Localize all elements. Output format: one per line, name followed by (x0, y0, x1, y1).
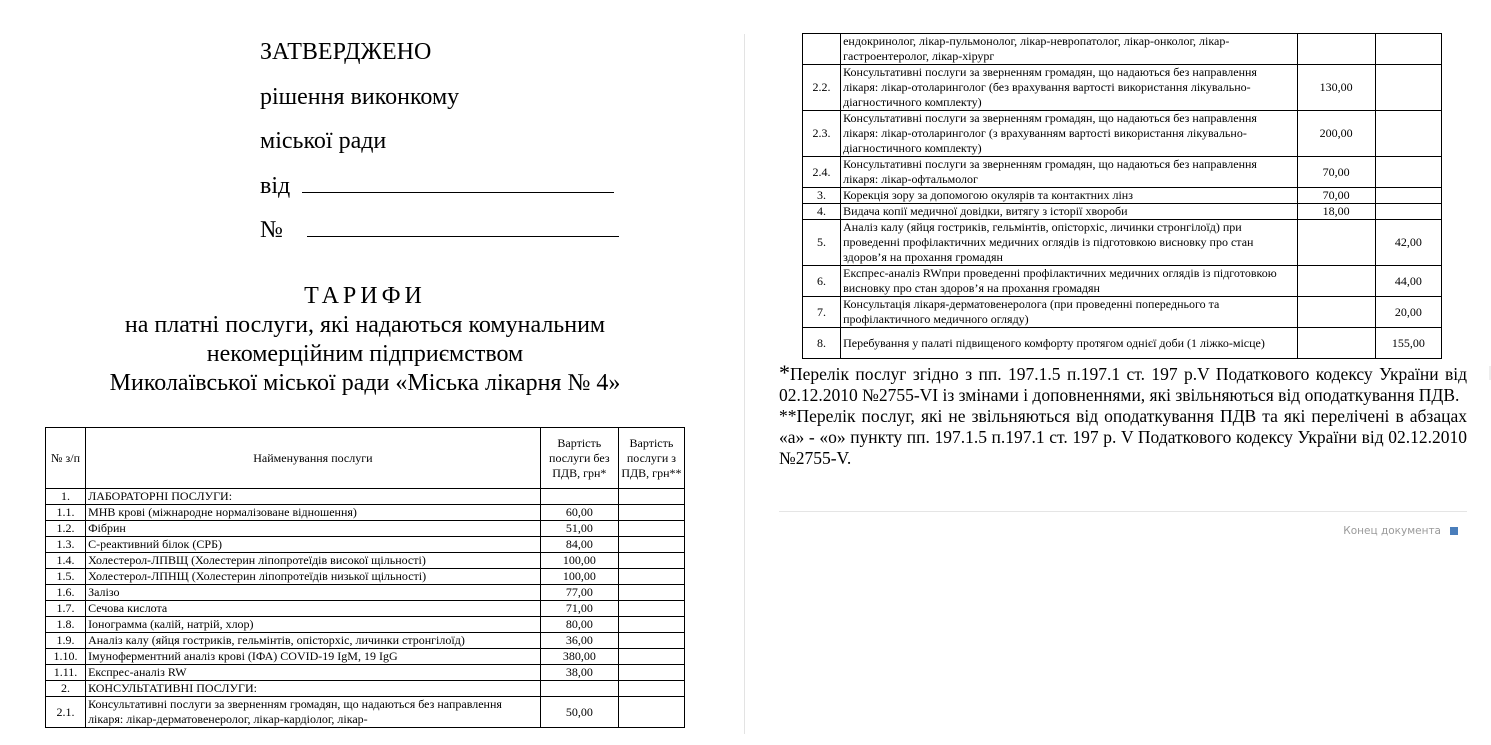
price-with-vat: 42,00 (1375, 220, 1441, 266)
price-no-vat (1297, 297, 1375, 328)
price-no-vat (540, 681, 618, 697)
service-name: Аналіз калу (яйця гостриків, гельмінтів, опісторхіс, личинки стронгілоїд) (86, 633, 541, 649)
table-row (46, 665, 685, 681)
service-name: Консультація лікаря-дерматовенеролога (при проведенні попереднього та профілактичного медичного огляду) (841, 297, 1297, 328)
header-price-with-vat: Вартість послуги з ПДВ, грн** (618, 428, 684, 489)
row-number: 4. (803, 204, 841, 220)
price-with-vat (618, 649, 684, 665)
row-number: 1.2. (46, 521, 86, 537)
service-name: Консультативні послуги за зверненням громадян, що надаються без направлення лікаря: лікар-отоларинголог (без врахування вартості використання лікувально-діагностичного комплекту) (841, 65, 1297, 111)
footnotes (779, 362, 1467, 469)
price-no-vat: 200,00 (1297, 111, 1375, 157)
row-number: 6. (803, 266, 841, 297)
row-number: 2.4. (803, 157, 841, 188)
footnote-star: * (779, 360, 790, 385)
row-number: 1.3. (46, 537, 86, 553)
price-no-vat: 77,00 (540, 585, 618, 601)
table-row (46, 569, 685, 585)
price-no-vat: 70,00 (1297, 157, 1375, 188)
price-no-vat: 51,00 (540, 521, 618, 537)
table-row (46, 633, 685, 649)
service-name: Фібрин (86, 521, 541, 537)
table-row (46, 505, 685, 521)
table-row (803, 328, 1442, 359)
approval-line-decision: рішення виконкому (260, 83, 460, 110)
row-number: 2. (46, 681, 86, 697)
price-with-vat (1375, 111, 1441, 157)
price-no-vat: 100,00 (540, 553, 618, 569)
title-line-2: некомерційним підприємством (206, 341, 524, 367)
service-name: Експрес-аналіз RWпри проведенні профілактичних медичних оглядів із підготовкою висновку про стан здоров’я на прохання громадян (841, 266, 1297, 297)
table-header-row (46, 428, 685, 489)
price-no-vat: 60,00 (540, 505, 618, 521)
price-with-vat (618, 633, 684, 649)
row-number (803, 34, 841, 65)
date-label: від (260, 172, 291, 199)
price-with-vat (618, 697, 684, 728)
header-name: Найменування послуги (86, 428, 541, 489)
title-heading: ТАРИФИ (304, 283, 426, 309)
price-with-vat: 44,00 (1375, 266, 1441, 297)
header-number: № з/п (46, 428, 86, 489)
price-with-vat (618, 665, 684, 681)
row-number: 1.4. (46, 553, 86, 569)
table-row (46, 697, 685, 728)
service-name: Іонограмма (калій, натрій, хлор) (86, 617, 541, 633)
table-row (46, 681, 685, 697)
table-row (46, 489, 685, 505)
row-number: 2.2. (803, 65, 841, 111)
table-row (803, 34, 1442, 65)
title-line-3: Миколаївської міської ради «Міська лікарня № 4» (109, 370, 621, 396)
service-name: Консультативні послуги за зверненням громадян, що надаються без направлення лікаря: лікар-дерматовенеролог, лікар-кардіолог, лікар- (86, 697, 541, 728)
approval-number-line (260, 208, 619, 253)
price-with-vat: 155,00 (1375, 328, 1441, 359)
document-page-right (745, 0, 1491, 745)
service-name: Імуноферментний аналіз крові (ІФА) COVID-19 IgM, 19 IgG (86, 649, 541, 665)
table-row (803, 220, 1442, 266)
service-name: Експрес-аналіз RW (86, 665, 541, 681)
price-no-vat: 380,00 (540, 649, 618, 665)
service-name: Залізо (86, 585, 541, 601)
table-row (46, 521, 685, 537)
price-no-vat (1297, 328, 1375, 359)
end-marker-icon (1450, 527, 1458, 535)
row-number: 1.8. (46, 617, 86, 633)
approval-date-line (260, 164, 619, 209)
service-name: КОНСУЛЬТАТИВНІ ПОСЛУГИ: (86, 681, 541, 697)
price-no-vat: 36,00 (540, 633, 618, 649)
service-name: Консультативні послуги за зверненням громадян, що надаються без направлення лікаря: лікар-офтальмолог (841, 157, 1297, 188)
price-no-vat: 130,00 (1297, 65, 1375, 111)
price-no-vat: 50,00 (540, 697, 618, 728)
table-row (46, 649, 685, 665)
row-number: 5. (803, 220, 841, 266)
approval-line-council: міської ради (260, 128, 387, 154)
price-no-vat: 38,00 (540, 665, 618, 681)
service-name: Холестерол-ЛПНЩ (Холестерин ліпопротеїдів низької щільності) (86, 569, 541, 585)
row-number: 1.1. (46, 505, 86, 521)
row-number: 2.3. (803, 111, 841, 157)
price-no-vat: 84,00 (540, 537, 618, 553)
service-name: Видача копії медичної довідки, витягу з історії хвороби (841, 204, 1297, 220)
price-no-vat (1297, 266, 1375, 297)
price-no-vat: 18,00 (1297, 204, 1375, 220)
price-with-vat (618, 601, 684, 617)
price-with-vat (1375, 157, 1441, 188)
number-blank (307, 216, 619, 237)
service-name: Аналіз калу (яйця гостриків, гельмінтів, опісторхіс, личинки стронгілоїд) при проведенні профілактичних медичних оглядів із підготовкою висновку про стан здоров’я на прохання громадян (841, 220, 1297, 266)
row-number: 2.1. (46, 697, 86, 728)
table-row (803, 204, 1442, 220)
document-title (45, 282, 685, 398)
row-number: 8. (803, 328, 841, 359)
price-with-vat (618, 617, 684, 633)
service-name: Перебування у палаті підвищеного комфорту протягом однієї доби (1 ліжко-місце) (841, 328, 1297, 359)
service-name: Консультативні послуги за зверненням громадян, що надаються без направлення лікаря: лікар-отоларинголог (з врахуванням вартості використання лікувально-діагностичного комплекту) (841, 111, 1297, 157)
approval-stamp (260, 30, 619, 253)
table-row (803, 65, 1442, 111)
table-row (803, 188, 1442, 204)
price-with-vat (1375, 188, 1441, 204)
header-price-no-vat: Вартість послуги без ПДВ, грн* (540, 428, 618, 489)
price-with-vat (618, 681, 684, 697)
table-row (803, 111, 1442, 157)
row-number: 1.10. (46, 649, 86, 665)
service-name: ЛАБОРАТОРНІ ПОСЛУГИ: (86, 489, 541, 505)
row-number: 1.11. (46, 665, 86, 681)
price-with-vat (618, 537, 684, 553)
table-row (46, 601, 685, 617)
number-label: № (260, 217, 283, 243)
service-name: Холестерол-ЛПВЩ (Холестерин ліпопротеїдів високої щільності) (86, 553, 541, 569)
service-name: С-реактивний білок (СРБ) (86, 537, 541, 553)
row-number: 1.9. (46, 633, 86, 649)
service-name: МНВ крові (міжнародне нормалізоване відношення) (86, 505, 541, 521)
price-with-vat (1375, 65, 1441, 111)
table-row (46, 537, 685, 553)
price-with-vat (618, 553, 684, 569)
service-name: Корекція зору за допомогою окулярів та контактних лінз (841, 188, 1297, 204)
end-of-document (1343, 525, 1458, 537)
service-name: ендокринолог, лікар-пульмонолог, лікар-невропатолог, лікар-онколог, лікар-гастроентеролог, лікар-хірург (841, 34, 1297, 65)
title-line-1: на платні послуги, які надаються комунальним (124, 312, 606, 338)
price-with-vat (618, 505, 684, 521)
price-no-vat: 71,00 (540, 601, 618, 617)
price-no-vat: 100,00 (540, 569, 618, 585)
row-number: 1. (46, 489, 86, 505)
price-with-vat (1375, 204, 1441, 220)
row-number: 1.5. (46, 569, 86, 585)
price-no-vat (1297, 34, 1375, 65)
document-page-left (0, 0, 730, 745)
service-name: Сечова кислота (86, 601, 541, 617)
price-with-vat: 20,00 (1375, 297, 1441, 328)
footnote-vat-exempt: *Перелік послуг згідно з пп. 197.1.5 п.197.1 ст. 197 р.V Податкового кодексу України від 02.12.2010 №2755-VI із змінами і доповненнями, які звільняються від оподаткування ПДВ. (779, 360, 1467, 405)
price-no-vat (540, 489, 618, 505)
footnote-vat-taxable: **Перелік послуг, які не звільняються від оподаткування ПДВ та які перелічені в абзацах «а» - «о» пункту пп. 197.1.5 п.197.1 ст. 197 р. V Податкового кодексу України від 02.12.2010 №2755-V. (779, 406, 1467, 468)
date-blank (302, 172, 614, 193)
end-of-document-label: Конец документа (1343, 525, 1441, 537)
table-row (46, 617, 685, 633)
tariffs-table-part-2 (802, 33, 1442, 359)
table-row (803, 297, 1442, 328)
table-row (46, 585, 685, 601)
price-with-vat (618, 569, 684, 585)
row-number: 1.6. (46, 585, 86, 601)
price-no-vat: 70,00 (1297, 188, 1375, 204)
tariffs-table-part-1 (45, 427, 685, 728)
row-number: 1.7. (46, 601, 86, 617)
table-row (803, 266, 1442, 297)
table-row (803, 157, 1442, 188)
approved-label: ЗАТВЕРДЖЕНО (260, 39, 432, 65)
row-number: 7. (803, 297, 841, 328)
table-row (46, 553, 685, 569)
price-with-vat (618, 585, 684, 601)
price-no-vat: 80,00 (540, 617, 618, 633)
price-with-vat (1375, 34, 1441, 65)
price-with-vat (618, 521, 684, 537)
price-with-vat (618, 489, 684, 505)
row-number: 3. (803, 188, 841, 204)
end-of-document-rule (779, 511, 1467, 512)
price-no-vat (1297, 220, 1375, 266)
